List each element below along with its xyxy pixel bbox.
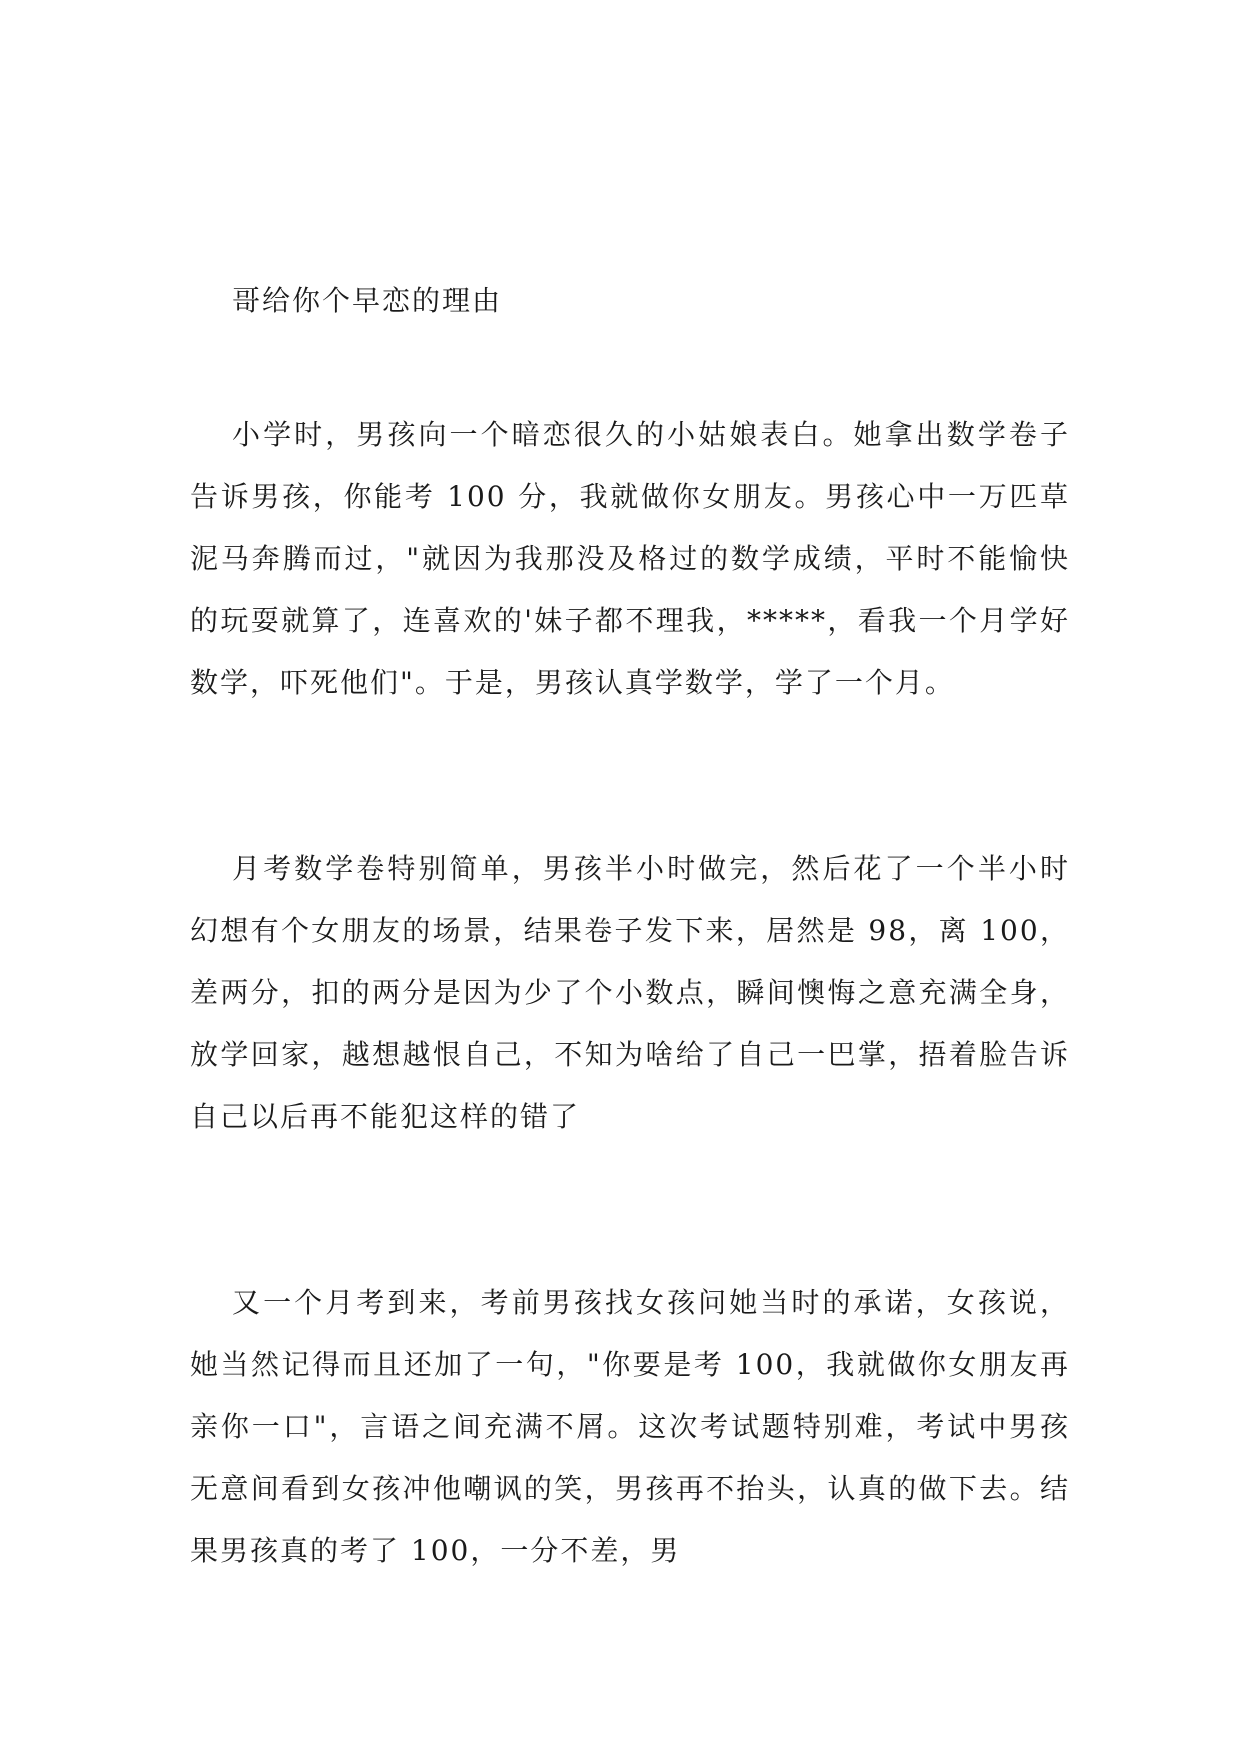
paragraph-1: 小学时，男孩向一个暗恋很久的小姑娘表白。她拿出数学卷子告诉男孩，你能考 100 分，我就做你女朋友。男孩心中一万匹草泥马奔腾而过，"就因为我那没及格过的数学成绩，平时不能愉快的玩耍就算了，连喜欢的'妹子都不理我，*****，看我一个月学好数学，吓死他们"。于是，男孩认真学数学，学了一个月。 xyxy=(190,418,1070,699)
paragraph-2: 月考数学卷特别简单，男孩半小时做完，然后花了一个半小时幻想有个女朋友的场景，结果卷子发下来，居然是 98，离 100，差两分，扣的两分是因为少了个小数点，瞬间懊悔之意充满全身，放学回家，越想越恨自己，不知为啥给了自己一巴掌，捂着脸告诉自己以后再不能犯这样的错了 xyxy=(190,852,1070,1133)
document-title: 哥给你个早恋的理由 xyxy=(232,284,503,317)
document-body xyxy=(190,270,1070,1582)
paragraph-3: 又一个月考到来，考前男孩找女孩问她当时的承诺，女孩说，她当然记得而且还加了一句，"你要是考 100，我就做你女朋友再亲你一口"，言语之间充满不屑。这次考试题特别难，考试中男孩无意间看到女孩冲他嘲讽的笑，男孩再不抬头，认真的做下去。结果男孩真的考了 100，一分不差，男 xyxy=(190,1286,1070,1567)
